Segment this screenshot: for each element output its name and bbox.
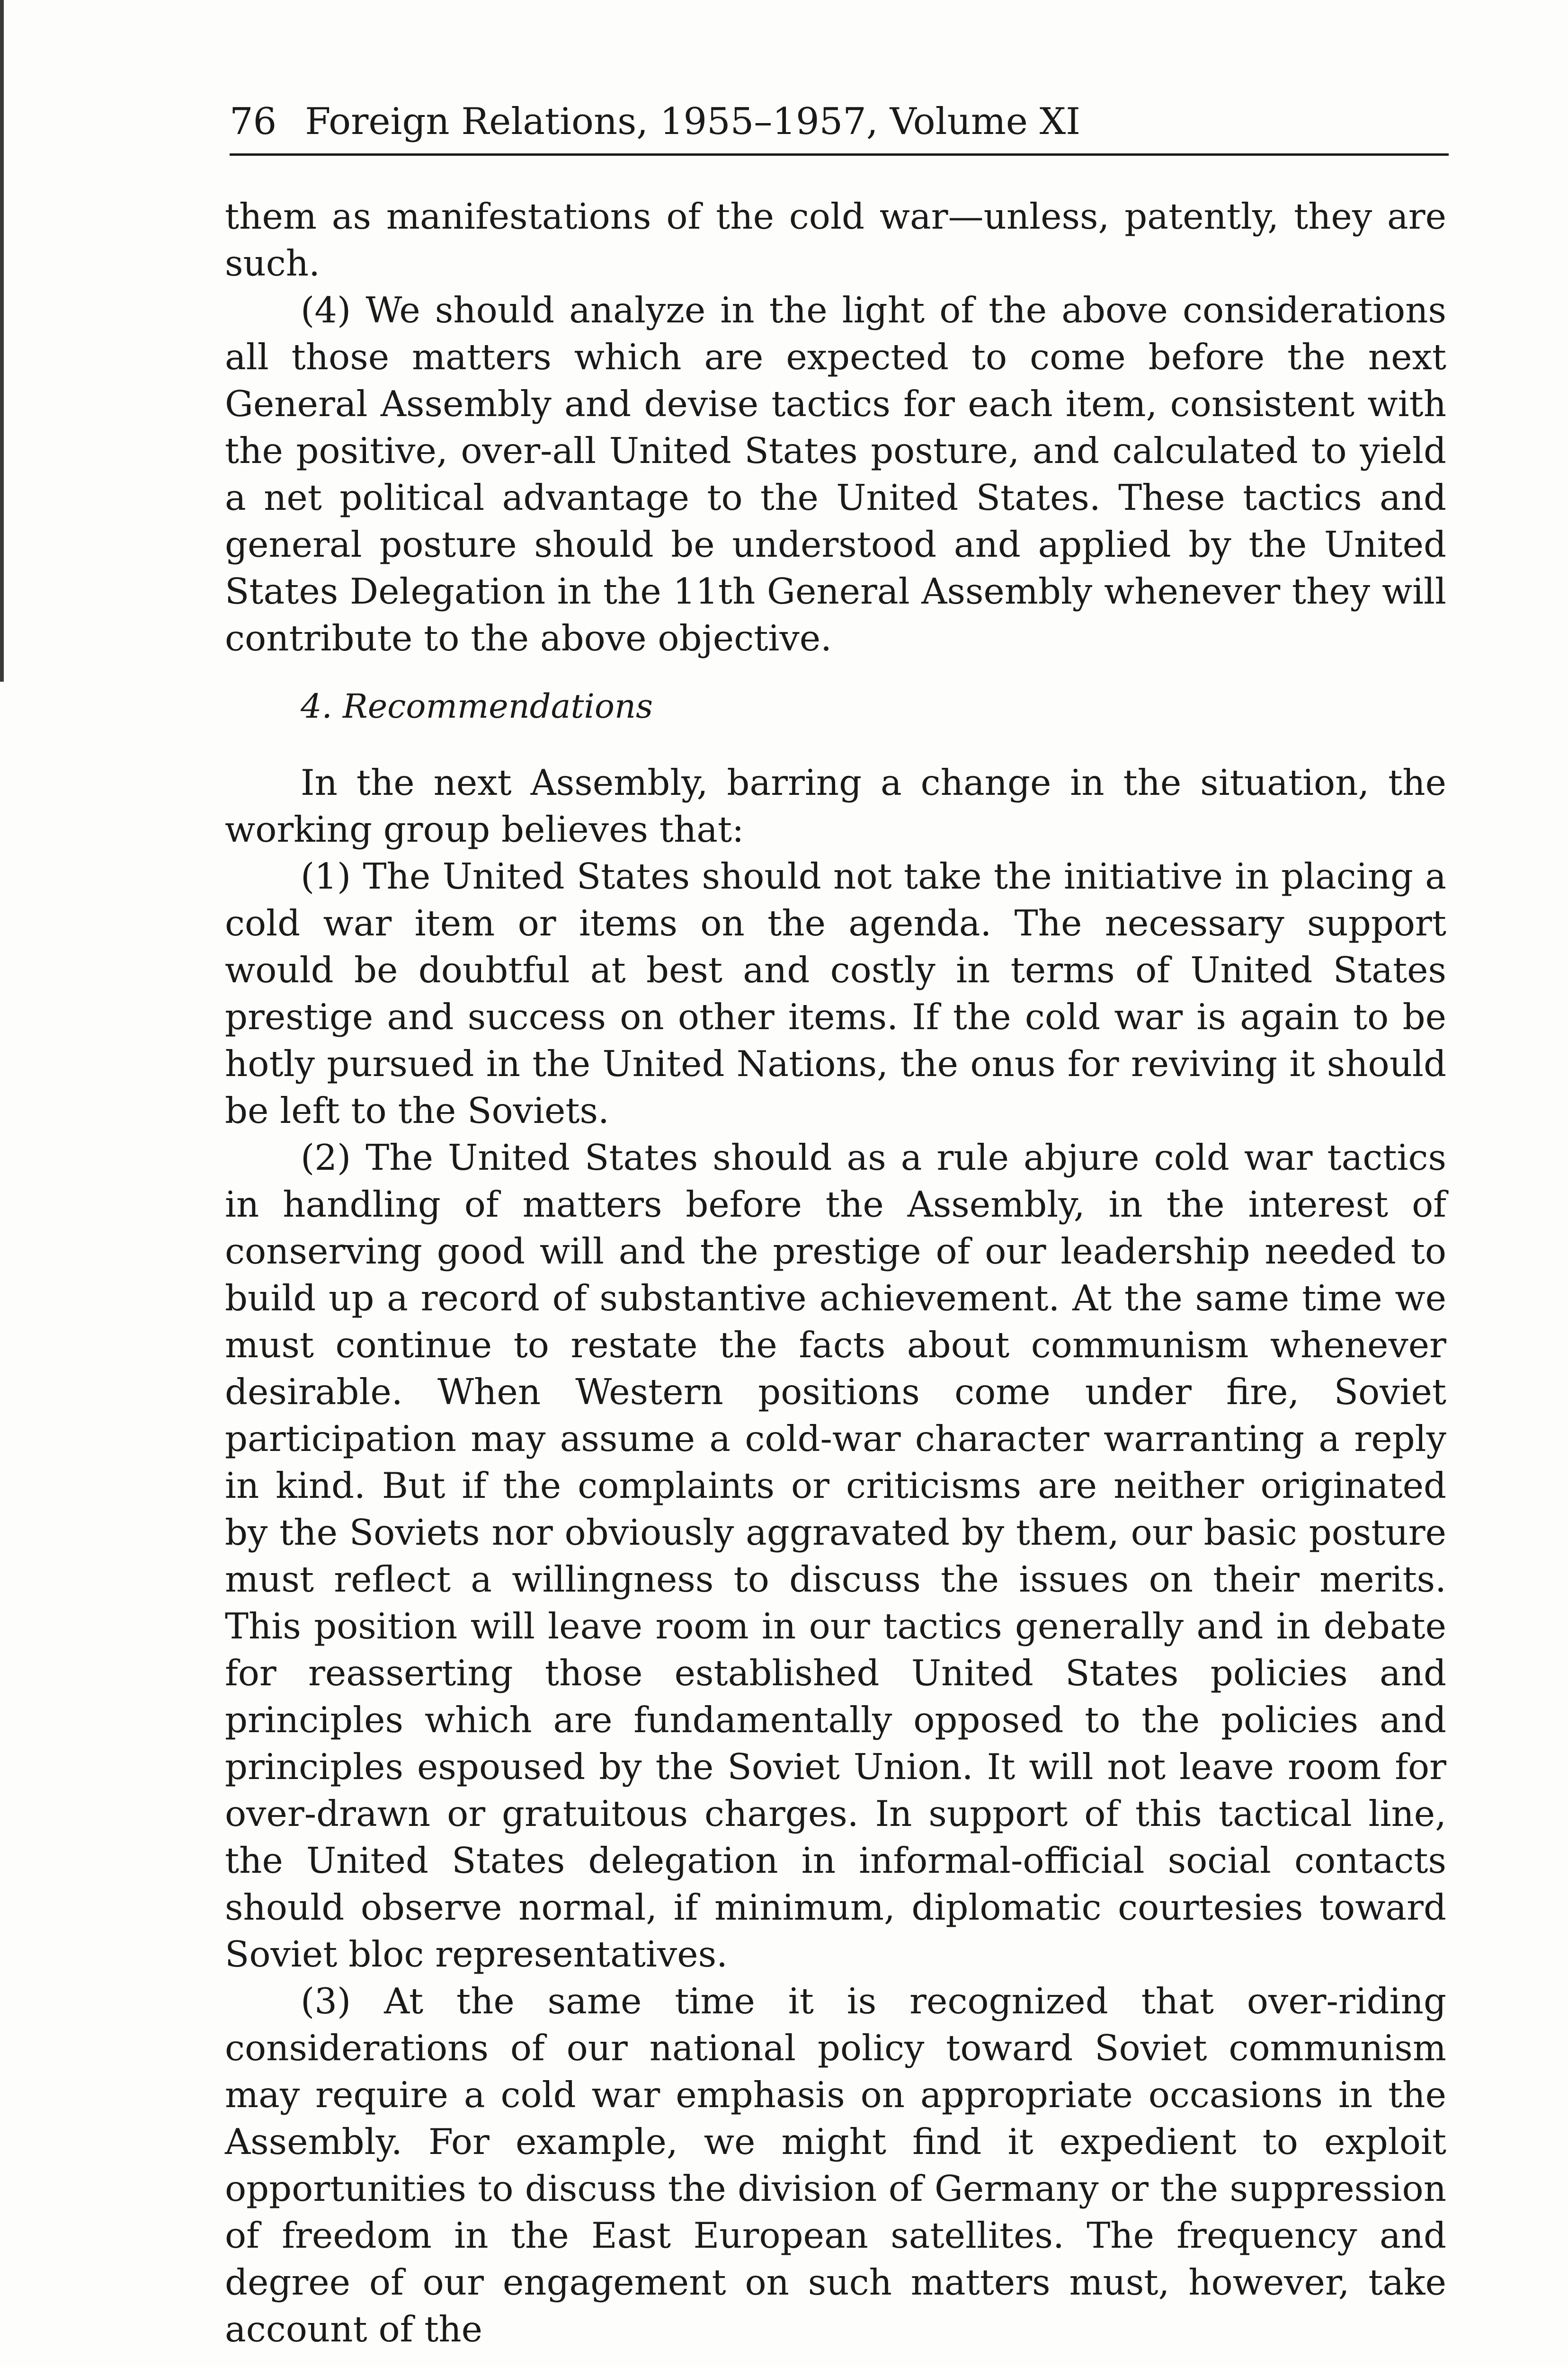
paragraph-recommendation-1: (1) The United States should not take the initiative in placing a cold war item or items on the agenda. The necessary support would be doubtful at best and costly in terms of United States prestige and success on other items. If the cold war is again to be hotly pursued in the United Nations, the onus for reviving it should be left to the Soviets. — [225, 855, 1446, 1131]
paragraph-intro: In the next Assembly, barring a change in the situation, the working group believes that: — [225, 762, 1446, 850]
paragraph-point-4: (4) We should analyze in the light of the above considerations all those matters which are expected to come before the next General Assembly and devise tactics for each item, consistent with the positive, over-all United States posture, and calculated to yield a net political advantage to the United States. These tactics and general posture should be understood and applied by the United States Delegation in the 11th General Assembly whenever they will contribute to the above objective. — [225, 289, 1446, 659]
body-text-recommendations — [225, 759, 1446, 2353]
running-header — [230, 100, 1449, 156]
paragraph-continuation: them as manifestations of the cold war—unless, patently, they are such. — [225, 196, 1446, 284]
running-title: Foreign Relations, 1955–1957, Volume XI — [305, 100, 1081, 143]
page-number: 76 — [230, 100, 277, 143]
page-edge-shadow — [0, 0, 4, 682]
section-heading: 4. Recommendations — [301, 687, 653, 726]
paragraph-recommendation-3: (3) At the same time it is recognized that over-riding considerations of our national policy toward Soviet communism may require a cold war emphasis on appropriate occasions in the Assembly. For example, we might find it expedient to exploit opportunities to discuss the division of Germany or the suppression of freedom in the East European satellites. The frequency and degree of our engagement on such matters must, however, take account of the — [225, 1980, 1446, 2350]
paragraph-recommendation-2: (2) The United States should as a rule abjure cold war tactics in handling of matters before the Assembly, in the interest of conserving good will and the prestige of our leadership needed to build up a record of substantive achievement. At the same time we must continue to restate the facts about communism whenever desirable. When Western positions come under fire, Soviet participation may assume a cold-war character warranting a reply in kind. But if the complaints or criticisms are neither originated by the Soviets nor obviously aggravated by them, our basic posture must reflect a willingness to discuss the issues on their merits. This position will leave room in our tactics generally and in debate for reasserting those established United States policies and principles which are fundamentally opposed to the policies and principles espoused by the Soviet Union. It will not leave room for over-drawn or gratuitous charges. In support of this tactical line, the United States delegation in informal-official social contacts should observe normal, if minimum, diplomatic courtesies toward Soviet bloc representatives. — [225, 1137, 1446, 1975]
body-text-before-heading — [225, 193, 1446, 662]
